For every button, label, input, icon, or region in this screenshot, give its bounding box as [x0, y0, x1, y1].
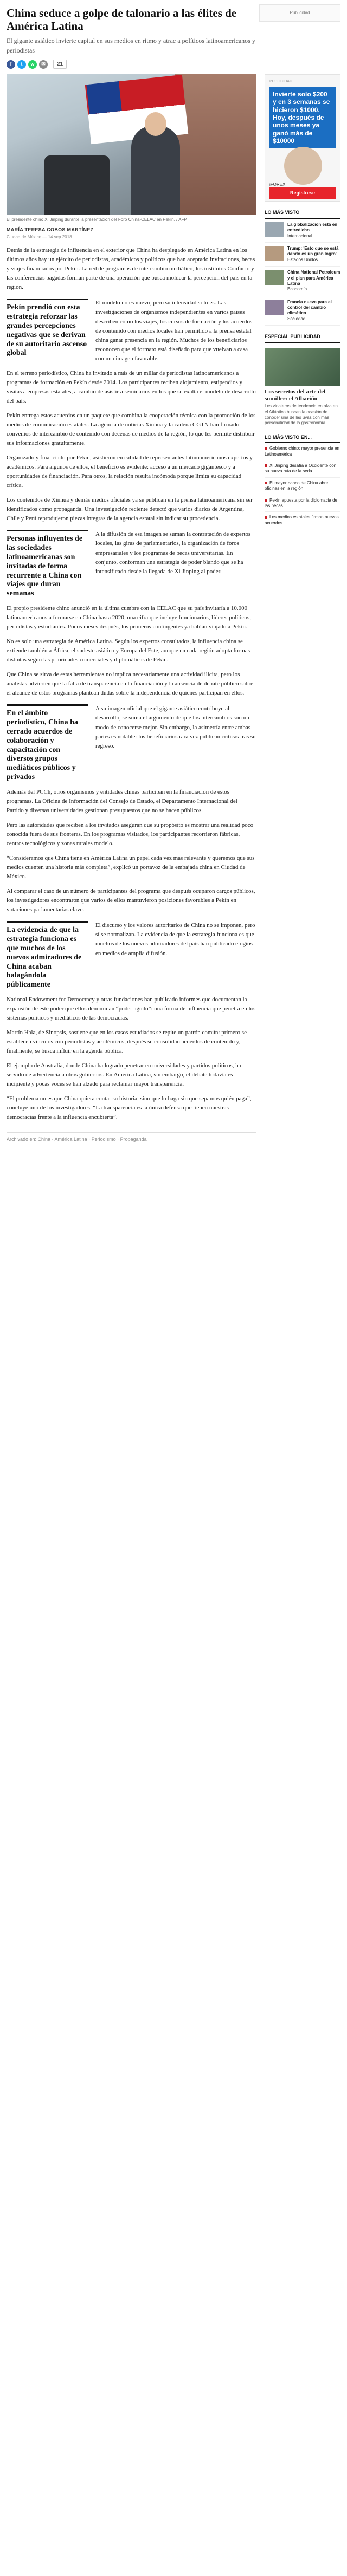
ad-label: PUBLICIDAD [269, 80, 293, 84]
article-paragraph: “Consideramos que China tiene en América Latina un papel cada vez más relevante y queremos que sus medios cuenten una historia más completa”, explicó un portavoz de la embajada china en Ciudad de México. [7, 855, 255, 880]
article-paragraph: No es solo una estrategia de América Latina. Según los expertos consultados, la influencia china se extiende también a África, el sudeste asiático y Europa del Este, aunque en cada región adopta formas distintas según las prioridades comerciales y diplomáticas de Pekín. [7, 638, 250, 664]
article-paragraph: Pekín entrega estos acuerdos en un paquete que combina la cooperación técnica con la promoción de los medios de comunicación estatales. La agencia de noticias Xinhua y la cadena CGTN han firmado convenios de intercambio de contenido con decenas de medios de la región, lo que les permite distribuir sus informaciones gratuitamente. [7, 412, 256, 447]
bullet-icon [265, 516, 267, 519]
article-paragraph: Los contenidos de Xinhua y demás medios oficiales ya se publican en la prensa latinoamericana sin ser identificados como propaganda. Una investigación reciente detectó que varios diarios de Argentina, Chile y Perú reprodujeron piezas íntegras de la agencia estatal sin indicar su procedencia. [7, 497, 253, 522]
pull-quote-block [7, 530, 256, 599]
more-list-item[interactable] [265, 460, 340, 478]
hero-podium [44, 155, 110, 215]
most-read-thumbnail [265, 300, 284, 315]
most-read-title-text[interactable]: Francia nueva para el control del cambio climático [287, 299, 332, 316]
hero-flag-canton [86, 81, 121, 114]
most-read-item[interactable] [265, 296, 340, 326]
special-card[interactable] [265, 348, 340, 426]
top-advertisement[interactable] [259, 4, 340, 22]
hero-person-head [145, 112, 166, 136]
more-list-text[interactable]: Los medios estatales firman nuevos acuerdos [265, 515, 339, 525]
most-read-title-text[interactable]: La globalización está en entredicho [287, 222, 338, 233]
ad-person-image [284, 147, 322, 185]
article-paragraph: El ejemplo de Australia, donde China ha logrado penetrar en universidades y partidos políticos, ha servido de advertencia a otros gobiernos. En América Latina, sin embargo, el debate todavía es incipiente y pocas voces se han alzado para reclamar mayor transparencia. [7, 1062, 241, 1088]
more-list-text[interactable]: Pekín apuesta por la diplomacia de las becas [265, 497, 337, 508]
pull-quote-text [95, 921, 256, 990]
pull-quote-block [7, 921, 256, 990]
pull-quote-block [7, 704, 256, 782]
hero-wall [175, 74, 256, 215]
hero-caption: El presidente chino Xi Jinping durante la presentación del Foro China-CELAC en Pekín. / AFP [7, 217, 187, 223]
more-section-title: LO MÁS VISTO EN... [265, 434, 340, 444]
email-share-icon[interactable]: ✉ [39, 60, 48, 69]
article-subhead: El gigante asiático invierte capital en sus medios en ritmo y atrae a políticos latinoamericanos y periodistas [7, 37, 255, 55]
most-read-meta: Estados Unidos [287, 257, 318, 262]
facebook-share-icon[interactable]: f [7, 60, 15, 69]
article-paragraph: Al comparar el caso de un número de participantes del programa que después ocuparon cargos públicos, los investigadores encontraron que varios de ellos mantuvieron posiciones favorables a Pekín en votaciones parlamentarias clave. [7, 888, 255, 913]
pull-quote-text [95, 299, 256, 363]
article-paragraph: El discurso y los valores autoritarios de China no se imponen, pero sí se normalizan. La evidencia de que la estrategia funciona es que muchos de los nuevos admiradores del país han publicado elogios en medios de amplia difusión. [95, 922, 255, 957]
article-paragraph: Organizado y financiado por Pekín, asistieron en calidad de representantes latinoamericanos expertos y académicos. Para algunos de ellos, el beneficio es evidente: acceso a un mercado gigantesco y a oportunidades de financiación. Para otros, la relación resulta incómoda porque limita su capacidad crítica. [7, 455, 253, 489]
pull-quote: Personas influyentes de las sociedades latinoamericanas son invitadas de forma recurrente a China con viajes que duran semanas [7, 530, 88, 599]
article-dateline: Ciudad de México — 14 sep 2018 [7, 235, 72, 240]
most-read-text [287, 222, 340, 239]
most-read-meta: Internacional [287, 233, 312, 238]
most-read-title: LO MÁS VISTO [265, 209, 340, 219]
most-read-title-text[interactable]: Trump: 'Esto que se está dando es un gran logro' [287, 245, 339, 257]
article-paragraph: Martín Hala, de Sinopsis, sostiene que en los casos estudiados se repite un patrón común: primero se establecen vínculos con periodistas y académicos, después se consolidan acuerdos de contenido y, finalmente, se busca influir en la agenda pública. [7, 1029, 247, 1055]
twitter-share-icon[interactable]: t [17, 60, 26, 69]
most-read-title-text[interactable]: China National Petroleum y el plan para América Latina [287, 270, 340, 286]
bullet-icon [265, 447, 267, 450]
pull-quote-text [95, 530, 256, 599]
article-paragraph: El modelo no es nuevo, pero su intensidad sí lo es. Las investigaciones de organismos independientes en varios países describen cómo los viajes, los cursos de formación y los acuerdos de contenido con medios locales han permitido a la prensa estatal china ganar presencia en la región. Muchos de los beneficiarios reconocen que el formato está diseñado para que vuelvan a casa con una imagen favorable. [95, 300, 253, 362]
ad-headline[interactable]: Invierte solo $200 y en 3 semanas se hicieron $1000. Hoy, después de unos meses ya ganó más de $10000 [269, 87, 336, 148]
most-read-thumbnail [265, 222, 284, 237]
article-paragraph: Que China se sirva de estas herramientas no implica necesariamente una actividad ilícita, pero los analistas advierten que la falta de transparencia en la financiación y la ausencia de debate público sobre el alcance de estos programas plantean dudas sobre la independencia de quienes participan en ellos. [7, 671, 254, 697]
article-paragraph: National Endowment for Democracy y otras fundaciones han publicado informes que documentan la expansión de este poder que ellos denominan “poder agudo”: una forma de influencia que penetra en los sistemas políticos y mediáticos de las democracias. [7, 996, 256, 1022]
article-paragraph: Detrás de la estrategia de influencia en el exterior que China ha desplegado en América Latina en los últimos años hay un ejército de periodistas, académicos y políticos que han aceptado invitaciones, becas y viajes financiados por Pekín. La red de programas de intercambio mediático, los institutos Confucio y las conferencias pagadas forman parte de una operación que busca moldear la percepción del país en la región. [7, 247, 255, 291]
most-read-text [287, 300, 340, 322]
most-read-meta: Economía [287, 287, 307, 292]
article-paragraph: A la difusión de esa imagen se suman la contratación de expertos locales, las giras de parlamentarios, la organización de foros empresariales y los programas de becas universitarias. En conjunto, conforman una estrategia de poder blando que se ha intensificado desde la llegada de Xi Jinping al poder. [95, 531, 251, 575]
more-list-item[interactable] [265, 478, 340, 495]
more-list-text[interactable]: El mayor banco de China abre oficinas en la región [265, 480, 329, 491]
bullet-icon [265, 464, 267, 467]
more-list-item[interactable] [265, 512, 340, 529]
ad-cta-button[interactable]: Regístrese [269, 187, 336, 199]
more-list-item[interactable] [265, 495, 340, 512]
most-read-thumbnail [265, 246, 284, 261]
most-read-meta: Sociedad [287, 316, 306, 321]
hero-image [7, 74, 256, 215]
article-paragraph: En el terreno periodístico, China ha invitado a más de un millar de periodistas latinoamericanos a programas de formación en Pekín desde 2014. Los participantes reciben alojamiento, estipendios y visitas a empresas estatales, a cambio de asistir a seminarios en los que se exalta el modelo de desarrollo del país. [7, 369, 256, 404]
special-card-image [265, 348, 340, 386]
hero-person [131, 126, 180, 215]
article-paragraph: A su imagen oficial que el gigante asiático contribuye al desarrollo, se suma el argumento de que los intercambios son un modo de conocerse mejor. Sin embargo, la asimetría entre ambas partes es notable: los beneficiarios rara vez publican críticas tras su regreso. [95, 705, 256, 749]
most-read-item[interactable] [265, 243, 340, 267]
special-card-body: Los vinateros de tendencia en alza en el Atlántico buscan la ocasión de conocer una de las uvas con más personalidad de la gastronomía. [265, 404, 338, 426]
author-byline[interactable]: MARÍA TERESA COBOS MARTÍNEZ [7, 226, 94, 232]
pull-quote: En el ámbito periodístico, China ha cerrado acuerdos de colaboración y capacitación con diversos grupos mediáticos públicos y privados [7, 704, 88, 782]
most-read-item[interactable] [265, 219, 340, 243]
most-read-item[interactable] [265, 267, 340, 296]
comment-count[interactable]: 21 [53, 60, 67, 69]
more-list-text[interactable]: Gobierno chino: mayor presencia en Latinoamérica [265, 446, 339, 457]
content-columns [7, 74, 340, 1143]
special-section-title: ESPECIAL PUBLICIDAD [265, 333, 340, 343]
more-section [265, 434, 340, 529]
pull-quote: Pekín prendió con esta estrategia reforzar las grandes percepciones negativas que se derivan de su autoritario ascenso global [7, 299, 88, 363]
special-card-title[interactable]: Los secretos del arte del sumiller: el Albariño [265, 388, 326, 402]
ad-brand: iFOREX [269, 182, 286, 187]
article-tags[interactable]: Archivado en: China · América Latina · Periodismo · Propaganda [7, 1132, 256, 1144]
pull-quote-text [95, 704, 256, 782]
sidebar-advertisement[interactable] [265, 74, 340, 202]
article-paragraph: “El problema no es que China quiera contar su historia, sino que lo haga sin que sepamos quién paga”, concluye uno de los investigadores. “La transparencia es la única defensa que tienen nuestras democracias frente a la influencia encubierta”. [7, 1095, 252, 1121]
most-read-text [287, 246, 340, 263]
pull-quote-block [7, 299, 256, 363]
article-paragraph: Además del PCCh, otros organismos y entidades chinas participan en la financiación de estos programas. La Oficina de Información del Consejo de Estado, el Departamento Internacional del Partido y diversas universidades gestionan presupuestos que no se hacen públicos. [7, 788, 237, 814]
top-ad-label: Publicidad [290, 10, 310, 15]
share-bar [7, 60, 340, 69]
whatsapp-share-icon[interactable]: w [28, 60, 37, 69]
most-read-text [287, 270, 340, 293]
most-read-thumbnail [265, 270, 284, 285]
most-read-section [265, 209, 340, 326]
bullet-icon [265, 499, 267, 502]
more-list-item[interactable] [265, 443, 340, 460]
sidebar [265, 74, 340, 1143]
article-column [7, 74, 256, 1143]
bullet-icon [265, 482, 267, 484]
article-paragraph: El propio presidente chino anunció en la última cumbre con la CELAC que su país invitaría a 10.000 latinoamericanos a formarse en China hasta 2020, una cifra que incluye funcionarios, líderes políticos, periodistas y estudiantes. Pocos meses después, los primeros contingentes ya habían viajado a Pekín. [7, 605, 251, 631]
more-list-text[interactable]: Xi Jinping desafía a Occidente con su nueva ruta de la seda [265, 463, 337, 474]
article-headline: China seduce a golpe de talonario a las élites de América Latina [7, 7, 237, 33]
pull-quote: La evidencia de que la estrategia funciona es que muchos de los nuevos admiradores de China acaban halagándola públicamente [7, 921, 88, 990]
article-paragraph: Pero las autoridades que reciben a los invitados aseguran que su propósito es mostrar una realidad poco conocida fuera de sus fronteras. En los programas visitados, los participantes recorrieron fábricas, centros tecnológicos y zonas rurales modelo. [7, 821, 254, 847]
special-section [265, 333, 340, 426]
